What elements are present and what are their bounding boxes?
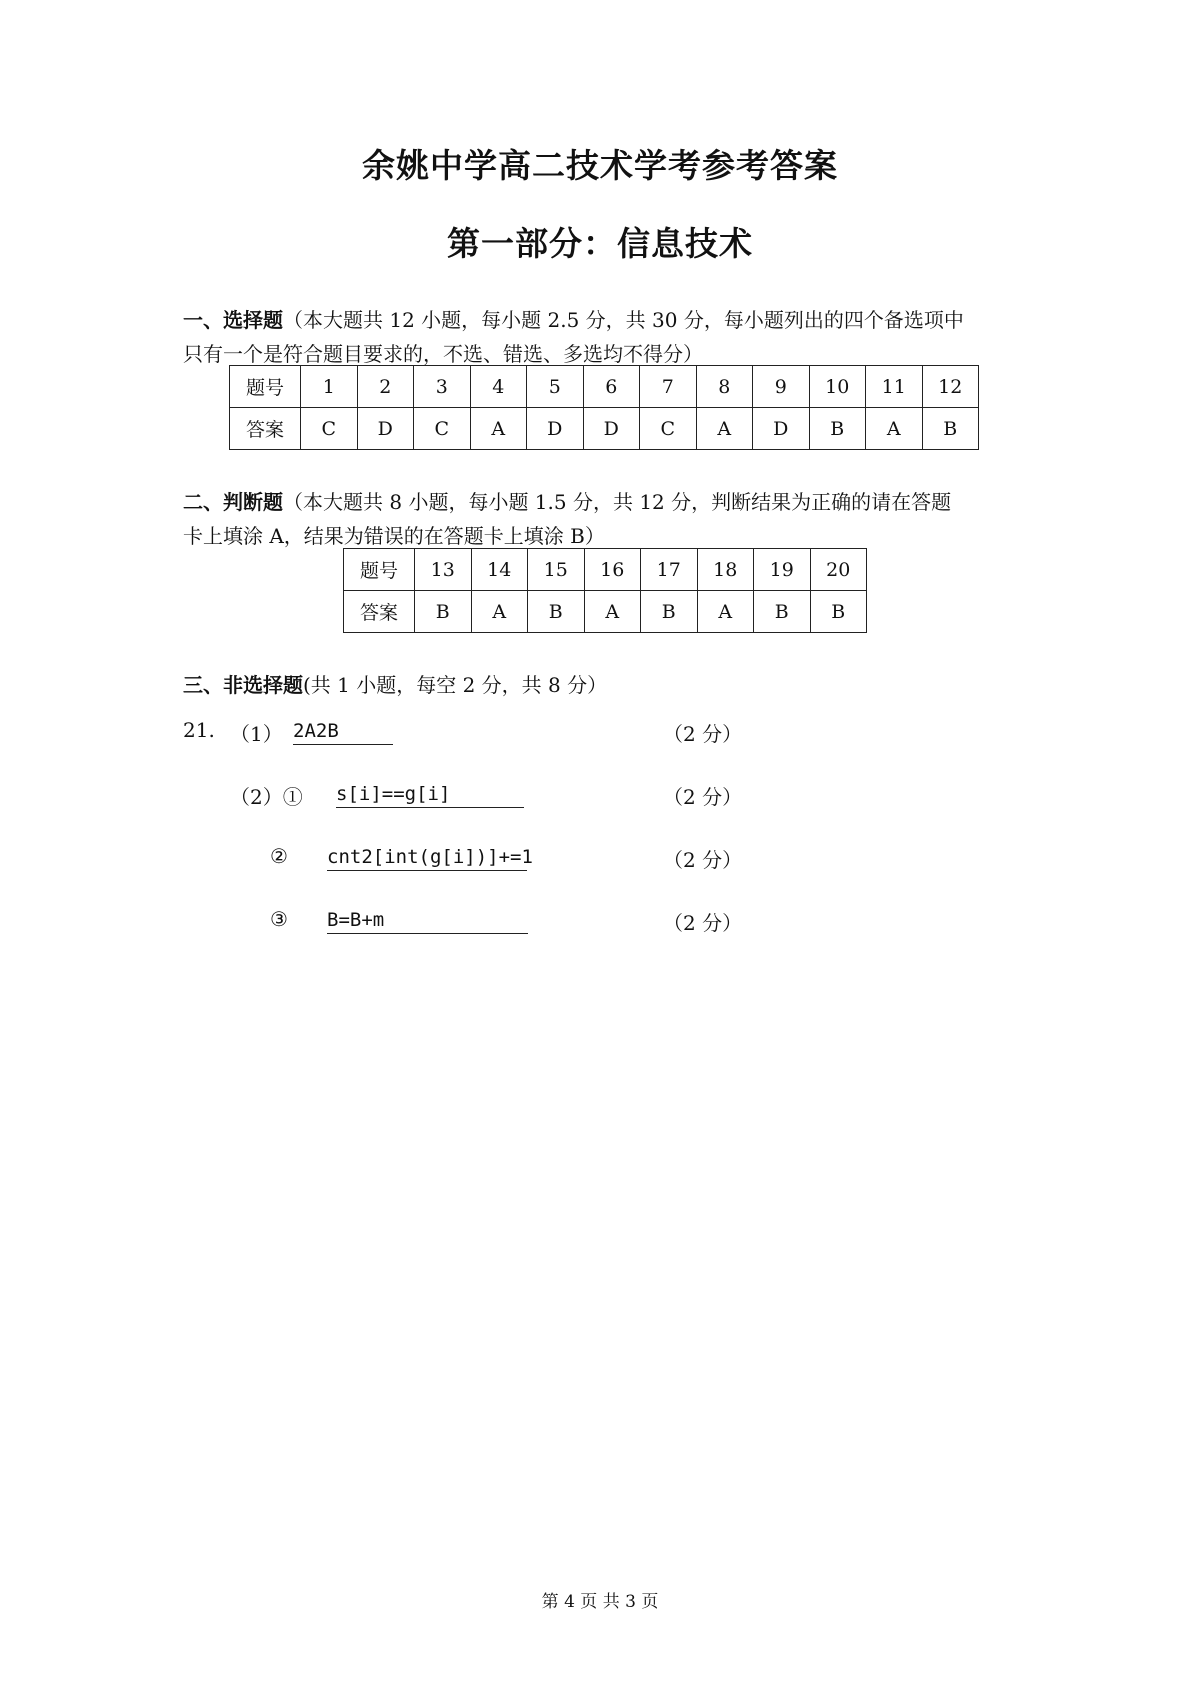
section1-question-row	[230, 366, 979, 408]
question-number: 10	[809, 366, 866, 408]
row-label-question: 题号	[344, 549, 415, 591]
part2-blank3-points: （2 分）	[663, 911, 743, 935]
question-number: 1	[301, 366, 358, 408]
section2-desc-line1: （本大题共 8 小题，每小题 1.5 分，共 12 分，判断结果为正确的请在答题	[283, 490, 952, 514]
question-number: 16	[584, 549, 641, 591]
answer-cell: B	[528, 591, 585, 633]
section3-intro	[183, 668, 1043, 702]
question-number: 20	[810, 549, 867, 591]
row-label-answer: 答案	[230, 408, 301, 450]
part2-blank2-points: （2 分）	[663, 848, 743, 872]
question-number: 4	[470, 366, 527, 408]
section-subtitle: 第一部分：信息技术	[447, 224, 753, 263]
answer-cell: A	[584, 591, 641, 633]
answer-cell: C	[414, 408, 471, 450]
answer-cell: D	[527, 408, 584, 450]
question-number: 12	[922, 366, 979, 408]
question-number: 6	[583, 366, 640, 408]
section3-heading: 三、非选择题	[183, 673, 303, 697]
answer-cell: A	[866, 408, 923, 450]
section1-answer-row	[230, 408, 979, 450]
question-number: 8	[696, 366, 753, 408]
section3-desc: (共 1 小题，每空 2 分，共 8 分）	[303, 673, 608, 697]
answer-cell: B	[754, 591, 811, 633]
question-number: 11	[866, 366, 923, 408]
question-number: 19	[754, 549, 811, 591]
answer-cell: A	[697, 591, 754, 633]
page-title: 余姚中学高二技术学考参考答案	[362, 146, 838, 185]
section1-intro	[183, 303, 1043, 371]
part2-blank1-answer: s[i]==g[i]	[336, 781, 524, 808]
answer-cell: A	[470, 408, 527, 450]
answer-cell: A	[696, 408, 753, 450]
section1-heading: 一、选择题	[183, 308, 283, 332]
question-number: 2	[357, 366, 414, 408]
question-number: 7	[640, 366, 697, 408]
blank3-marker: ③	[270, 907, 288, 931]
answer-cell: B	[809, 408, 866, 450]
section1-desc-line2: 只有一个是符合题目要求的，不选、错选、多选均不得分）	[183, 342, 703, 366]
question-number: 15	[528, 549, 585, 591]
answer-cell: C	[301, 408, 358, 450]
section1-desc-line1: （本大题共 12 小题，每小题 2.5 分，共 30 分，每小题列出的四个备选项中	[283, 308, 964, 332]
section2-desc-line2: 卡上填涂 A，结果为错误的在答题卡上填涂 B）	[183, 524, 605, 548]
part2-blank3-answer: B=B+m	[327, 907, 528, 934]
part1-points: （2 分）	[663, 722, 743, 746]
page-footer: 第 4 页 共 3 页	[541, 1592, 659, 1612]
question-number: 17	[641, 549, 698, 591]
blank2-marker: ②	[270, 844, 288, 868]
part2-label: （2）①	[230, 785, 303, 809]
section1-answer-table	[229, 365, 979, 450]
section2-heading: 二、判断题	[183, 490, 283, 514]
answer-cell: B	[810, 591, 867, 633]
section2-question-row	[344, 549, 867, 591]
answer-cell: A	[471, 591, 528, 633]
question-number: 5	[527, 366, 584, 408]
answer-cell: D	[753, 408, 810, 450]
row-label-answer: 答案	[344, 591, 415, 633]
section2-answer-table	[343, 548, 867, 633]
question-number: 14	[471, 549, 528, 591]
row-label-question: 题号	[230, 366, 301, 408]
part1-label: （1）	[230, 722, 283, 746]
answer-cell: B	[415, 591, 472, 633]
answer-cell: D	[357, 408, 414, 450]
answer-cell: B	[922, 408, 979, 450]
answer-cell: C	[640, 408, 697, 450]
answer-cell: D	[583, 408, 640, 450]
answer-cell: B	[641, 591, 698, 633]
question-number: 9	[753, 366, 810, 408]
part2-blank1-points: （2 分）	[663, 785, 743, 809]
question-number: 13	[415, 549, 472, 591]
section2-intro	[183, 485, 1043, 553]
section2-answer-row	[344, 591, 867, 633]
part2-blank2-answer: cnt2[int(g[i])]+=1	[327, 844, 527, 871]
question-21-number: 21.	[183, 718, 215, 742]
part1-answer: 2A2B	[293, 718, 393, 745]
question-number: 18	[697, 549, 754, 591]
question-number: 3	[414, 366, 471, 408]
